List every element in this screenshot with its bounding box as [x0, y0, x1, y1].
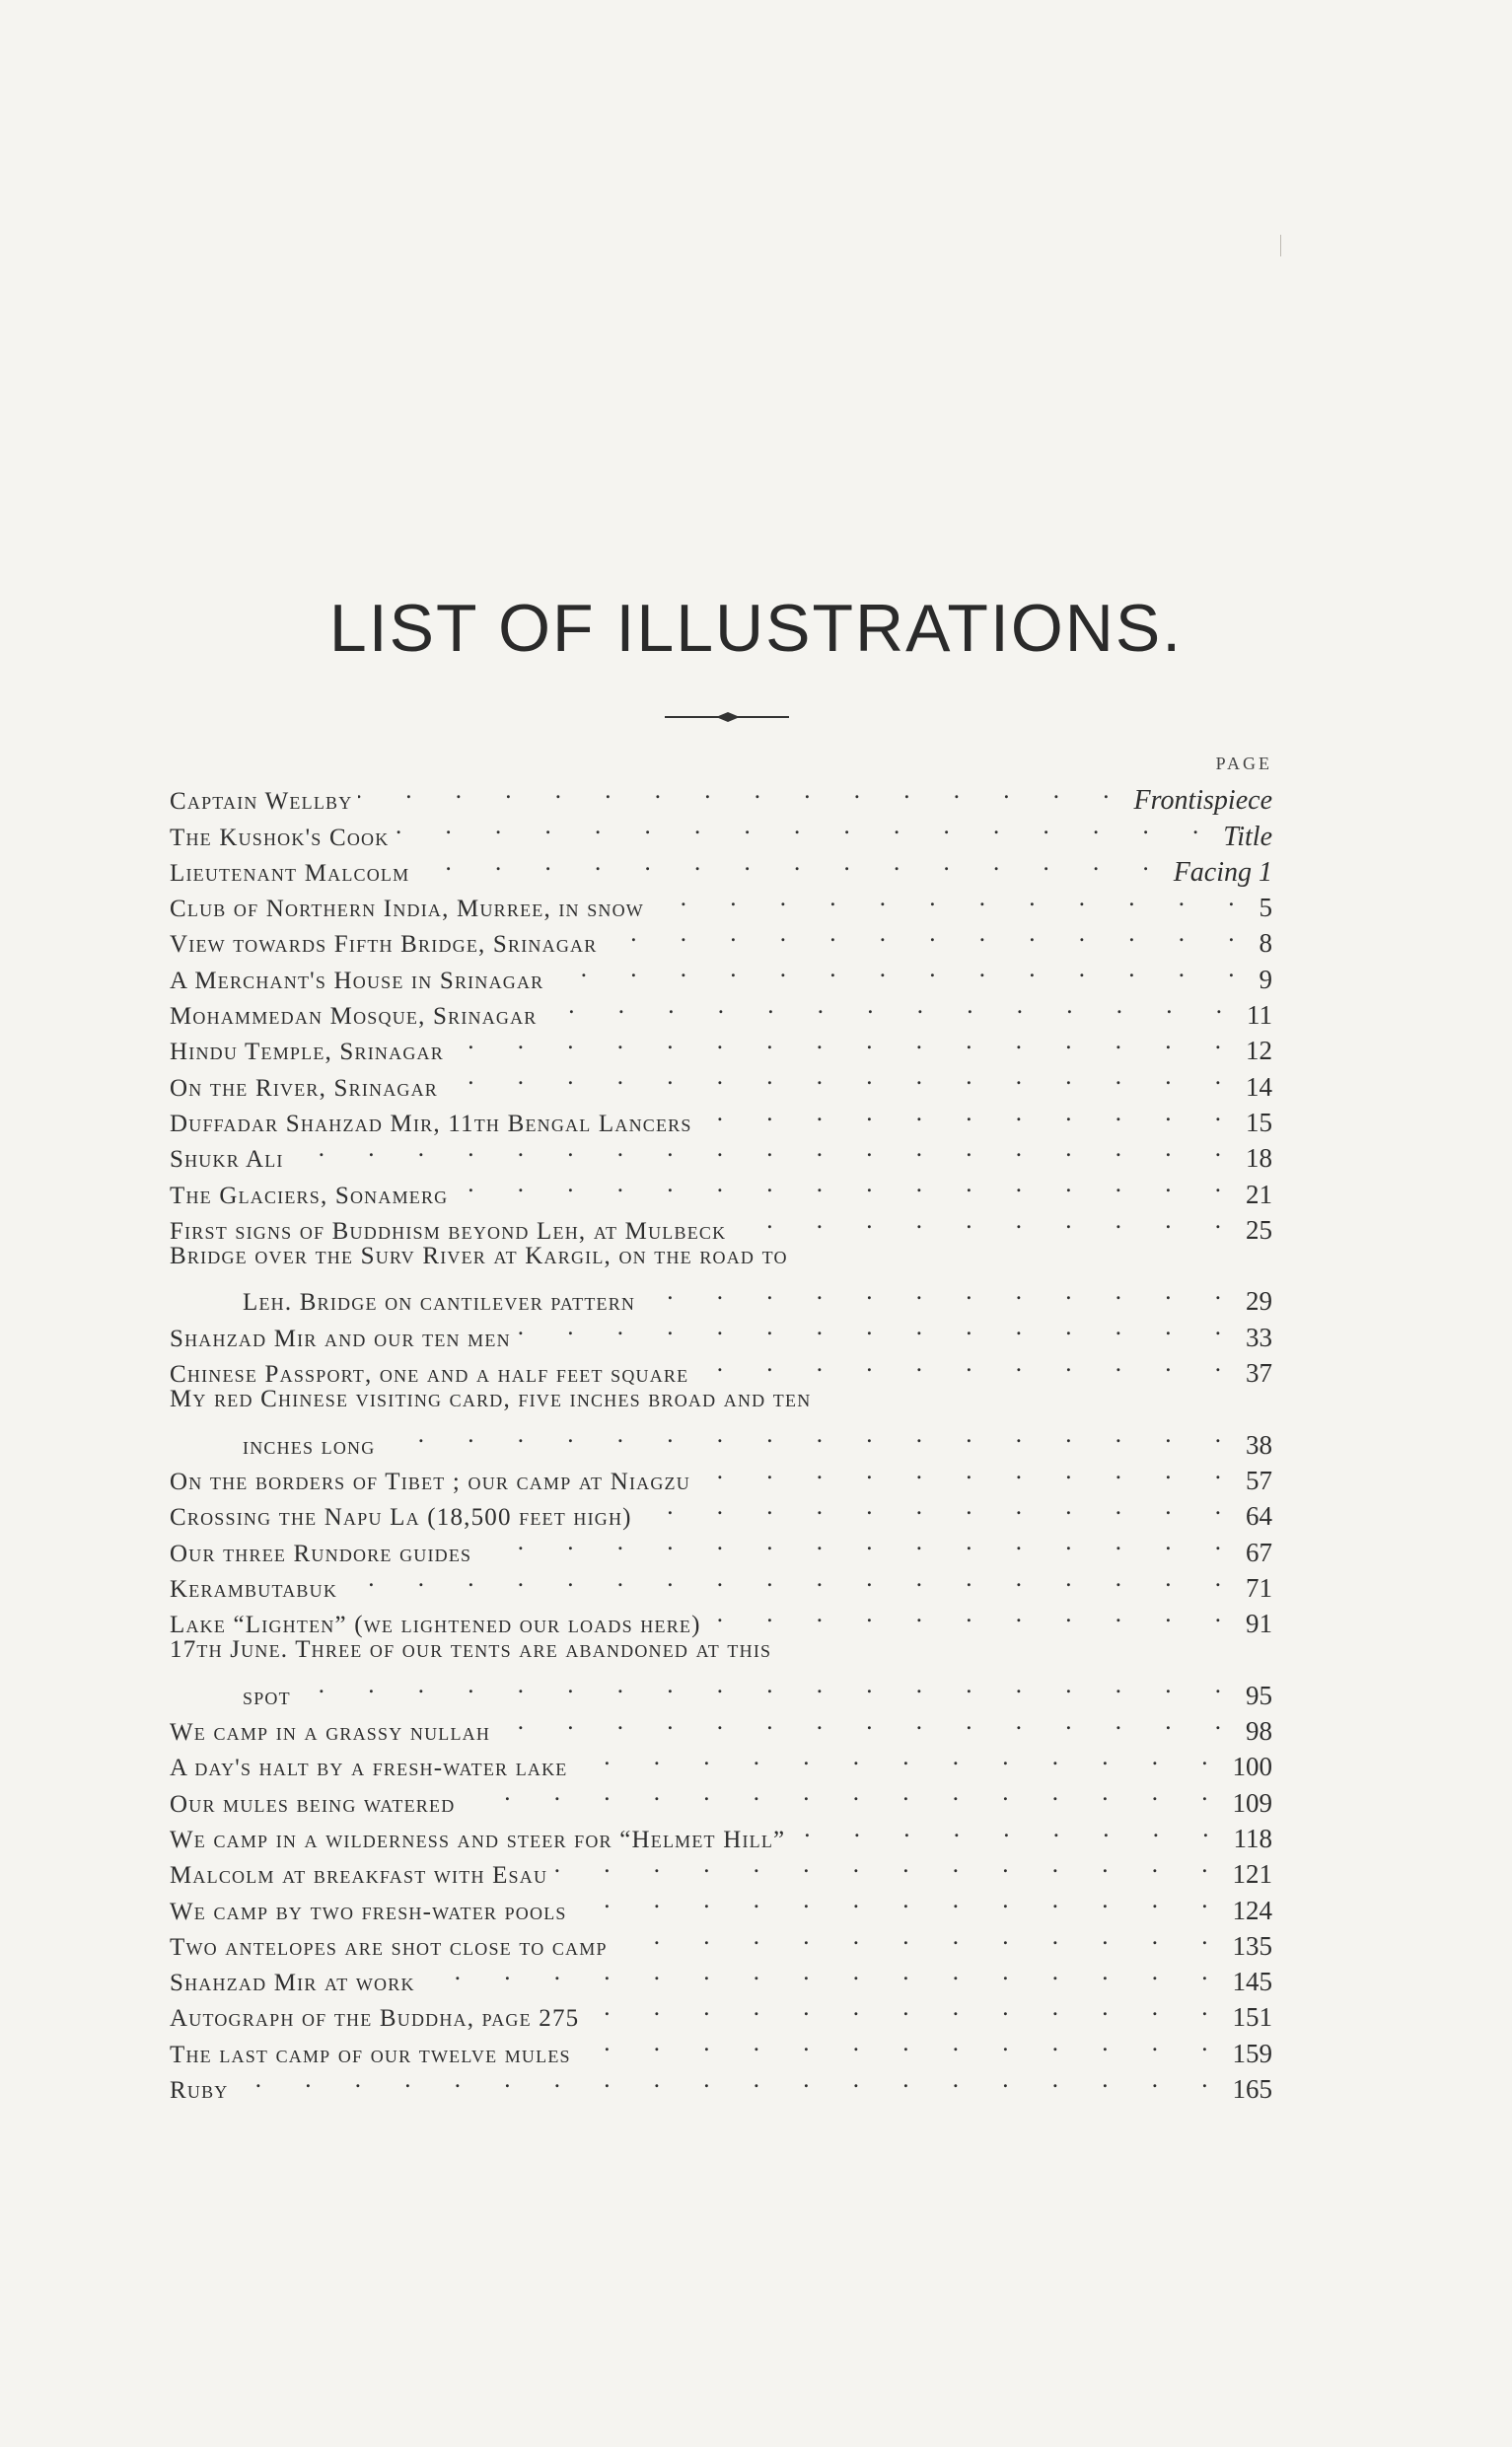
- entry-page-number: 11: [1247, 1000, 1272, 1031]
- entry-caption: First signs of Buddhism beyond Leh, at Mulbeck: [170, 1217, 727, 1245]
- entry-page-number: 95: [1246, 1680, 1272, 1710]
- dot-leader: [577, 2026, 1227, 2061]
- entry-caption: Shukr Ali: [170, 1146, 284, 1174]
- dot-leader: [641, 1274, 1240, 1310]
- entry-page-number: 33: [1246, 1322, 1272, 1352]
- entry-caption: Hindu Temple, Srinagar: [170, 1039, 444, 1066]
- entry-caption: spot: [243, 1683, 291, 1710]
- dot-leader: [297, 1668, 1240, 1703]
- list-item: [170, 773, 1272, 817]
- entry-caption: inches long: [243, 1432, 376, 1460]
- dot-leader: [732, 1203, 1240, 1239]
- entry-page-number: 64: [1246, 1501, 1272, 1532]
- dot-leader: [696, 1454, 1240, 1489]
- entry-caption: A day's halt by a fresh-water lake: [170, 1755, 568, 1782]
- entry-page-number: 5: [1259, 893, 1272, 923]
- entry-caption: The last camp of our twelve mules: [170, 2041, 571, 2068]
- entry-caption: Autograph of the Buddha, page 275: [170, 2005, 580, 2033]
- dot-leader: [573, 1883, 1227, 1918]
- entry-page-number: 109: [1232, 1787, 1272, 1818]
- entry-page-number: 9: [1259, 964, 1272, 994]
- list-item: [170, 1632, 1272, 1710]
- list-item: [170, 2062, 1272, 2104]
- entry-page-number: 151: [1232, 2002, 1272, 2033]
- entry-page-number: 135: [1232, 1930, 1272, 1961]
- entry-line: [170, 1131, 1272, 1174]
- entry-caption: On the borders of Tibet ; our camp at Niagzu: [170, 1468, 690, 1495]
- entry-caption: Bridge over the Surv River at Kargil, on the road to: [170, 1242, 788, 1269]
- entry-caption: Shahzad Mir at work: [170, 1970, 415, 1997]
- entry-caption: We camp in a wilderness and steer for “Helmet Hill”: [170, 1826, 786, 1853]
- entry-page-number: 118: [1233, 1823, 1272, 1853]
- dot-leader: [553, 1847, 1226, 1883]
- list-item: [170, 1131, 1272, 1174]
- entry-line: [170, 1632, 1272, 1668]
- entry-page-number: 15: [1246, 1107, 1272, 1137]
- entry-caption: Two antelopes are shot close to camp: [170, 1933, 608, 1961]
- entry-page-number: 57: [1246, 1465, 1272, 1495]
- entry-page-number: 25: [1246, 1214, 1272, 1245]
- dot-leader: [477, 1525, 1240, 1560]
- dot-leader: [461, 1775, 1226, 1811]
- entry-line: [170, 2062, 1272, 2104]
- dot-leader: [454, 1167, 1240, 1202]
- entry-caption: A Merchant's House in Srinagar: [170, 967, 544, 994]
- entry-caption: Club of Northern India, Murree, in snow: [170, 896, 644, 923]
- entry-caption: Our mules being watered: [170, 1790, 456, 1818]
- entry-page-number: 37: [1246, 1358, 1272, 1389]
- dot-leader: [543, 988, 1241, 1024]
- page-title: LIST OF ILLUSTRATIONS.: [328, 591, 1184, 666]
- entry-page-number: 100: [1232, 1752, 1272, 1782]
- dot-leader: [638, 1489, 1240, 1525]
- dot-leader: [517, 1310, 1240, 1345]
- entry-page-number: 91: [1246, 1609, 1272, 1639]
- entry-line: [170, 1704, 1272, 1747]
- entry-caption: The Glaciers, Sonamerg: [170, 1182, 449, 1209]
- entry-caption: Lake “Lighten” (we lightened our loads here): [170, 1612, 701, 1639]
- dot-leader: [574, 1740, 1227, 1775]
- entry-page-number: Frontispiece: [1133, 785, 1272, 817]
- dot-leader: [421, 1955, 1227, 1990]
- entry-caption: Captain Wellby: [170, 788, 353, 816]
- dot-leader: [603, 916, 1253, 952]
- dot-leader: [450, 1024, 1240, 1059]
- entry-caption: Our three Rundore guides: [170, 1540, 472, 1567]
- dot-leader: [290, 1131, 1240, 1167]
- dot-leader: [585, 1990, 1226, 2026]
- entry-caption: On the River, Srinagar: [170, 1074, 439, 1102]
- list-item: [170, 1239, 1272, 1317]
- entry-caption: Kerambutabuk: [170, 1575, 338, 1603]
- entry-caption: We camp in a grassy nullah: [170, 1719, 491, 1747]
- illustrations-list: [170, 773, 1272, 2104]
- dot-leader: [444, 1059, 1240, 1095]
- entry-page-number: Title: [1223, 821, 1272, 852]
- dot-leader: [234, 2062, 1226, 2098]
- dot-leader: [707, 1597, 1240, 1632]
- dot-leader: [650, 881, 1254, 916]
- dot-leader: [395, 809, 1217, 844]
- entry-continuation-line: [170, 1274, 1272, 1317]
- entry-page-number: 165: [1232, 2073, 1272, 2104]
- entry-line: [170, 1239, 1272, 1274]
- dot-leader: [415, 845, 1167, 881]
- entry-caption: Ruby: [170, 2076, 229, 2104]
- entry-caption: Crossing the Napu La (18,500 feet high): [170, 1504, 632, 1532]
- list-item: [170, 1704, 1272, 1747]
- entry-page-number: 71: [1246, 1572, 1272, 1603]
- entry-page-number: 18: [1246, 1143, 1272, 1174]
- entry-page-number: 159: [1232, 2038, 1272, 2068]
- entry-caption: Malcolm at breakfast with Esau: [170, 1862, 548, 1890]
- entry-caption: We camp by two fresh-water pools: [170, 1898, 567, 1925]
- entry-page-number: 38: [1246, 1429, 1272, 1460]
- entry-caption: Shahzad Mir and our ten men: [170, 1325, 511, 1352]
- entry-caption: Chinese Passport, one and a half feet square: [170, 1361, 689, 1389]
- entry-page-number: 124: [1232, 1895, 1272, 1925]
- entry-page-number: 121: [1232, 1859, 1272, 1890]
- entry-page-number: 14: [1246, 1071, 1272, 1102]
- entry-page-number: 12: [1246, 1036, 1272, 1066]
- dot-leader: [358, 773, 1127, 809]
- dot-leader: [549, 952, 1253, 987]
- entry-page-number: 21: [1246, 1179, 1272, 1209]
- entry-caption: The Kushok's Cook: [170, 824, 390, 851]
- dot-leader: [698, 1096, 1240, 1131]
- entry-page-number: 67: [1246, 1537, 1272, 1567]
- entry-continuation-line: [170, 1417, 1272, 1460]
- list-item: [170, 1167, 1272, 1209]
- entry-page-number: 29: [1246, 1286, 1272, 1317]
- ornament-divider-icon: [665, 710, 789, 724]
- entry-caption: My red Chinese visiting card, five inches broad and ten: [170, 1386, 812, 1413]
- dot-leader: [791, 1812, 1227, 1847]
- page-column-header: PAGE: [1215, 754, 1272, 773]
- entry-caption: Lieutenant Malcolm: [170, 859, 410, 887]
- entry-continuation-line: [170, 1668, 1272, 1710]
- entry-page-number: 145: [1232, 1967, 1272, 1997]
- dot-leader: [694, 1346, 1240, 1382]
- entry-line: [170, 1382, 1272, 1417]
- entry-page-number: 98: [1246, 1716, 1272, 1747]
- entry-caption: Leh. Bridge on cantilever pattern: [243, 1289, 636, 1317]
- dot-leader: [343, 1561, 1240, 1597]
- entry-line: [170, 1167, 1272, 1209]
- dot-leader: [496, 1704, 1240, 1740]
- entry-page-number: Facing 1: [1173, 856, 1272, 888]
- entry-caption: Duffadar Shahzad Mir, 11th Bengal Lancers: [170, 1110, 692, 1137]
- entry-line: [170, 773, 1272, 817]
- dot-leader: [381, 1417, 1240, 1453]
- list-item: [170, 1382, 1272, 1460]
- dot-leader: [613, 1919, 1227, 1955]
- entry-caption: Mohammedan Mosque, Srinagar: [170, 1003, 538, 1031]
- scan-mark: [1280, 235, 1281, 256]
- entry-caption: 17th June. Three of our tents are abandoned at this: [170, 1636, 772, 1664]
- entry-page-number: 8: [1259, 928, 1272, 959]
- entry-caption: View towards Fifth Bridge, Srinagar: [170, 931, 598, 959]
